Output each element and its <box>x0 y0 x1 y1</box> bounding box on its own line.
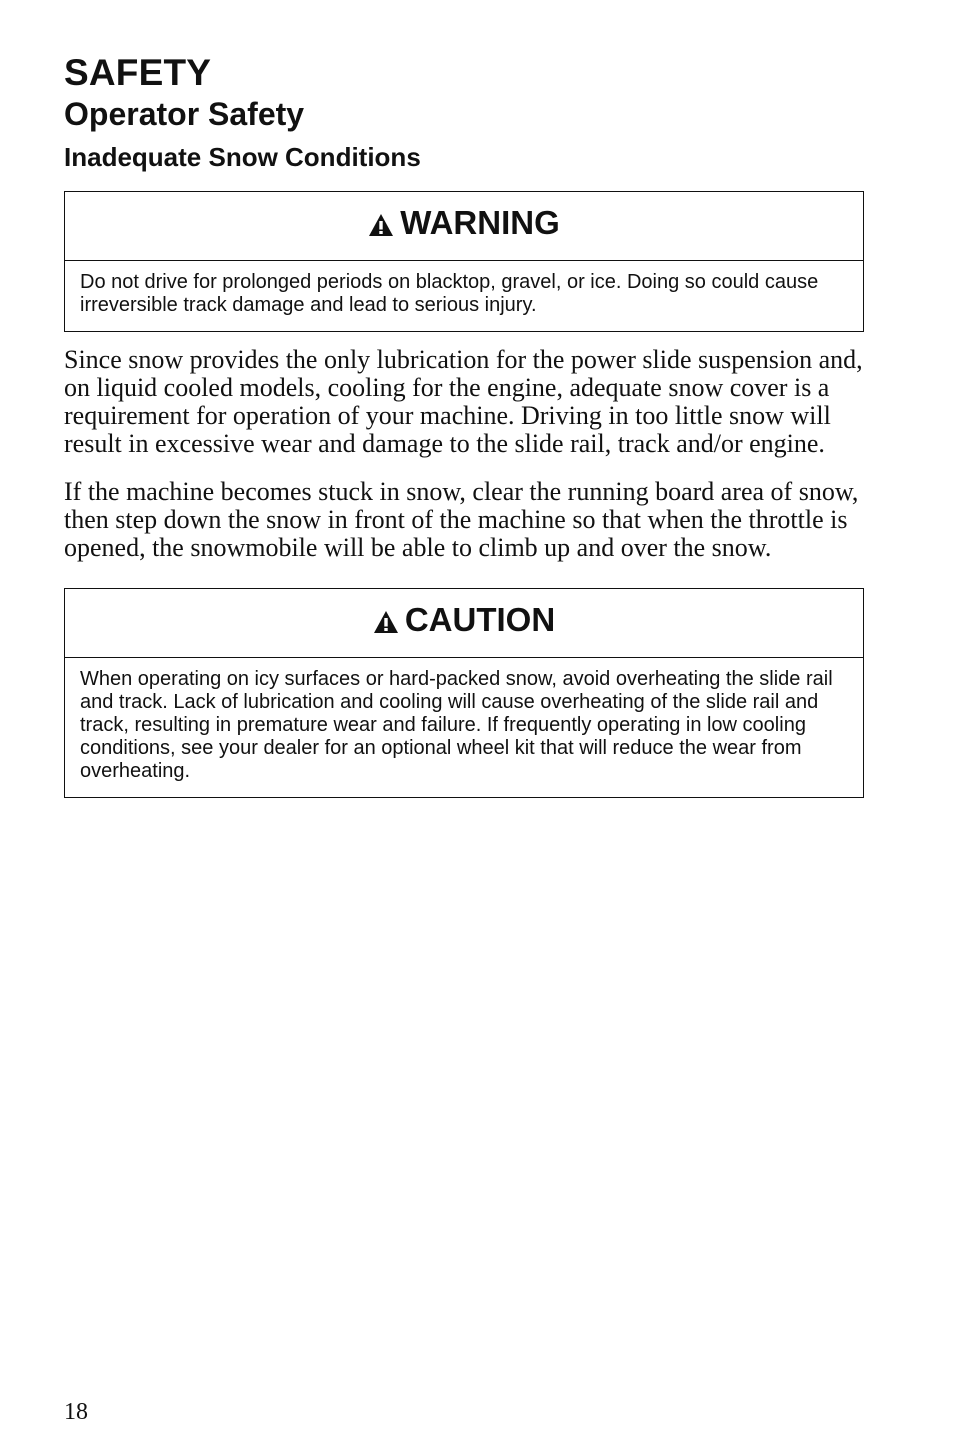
section-title: SAFETY <box>64 52 212 93</box>
caution-title: CAUTION <box>404 601 556 638</box>
caution-box <box>64 588 864 798</box>
caution-header <box>65 589 863 658</box>
subsection-title: Operator Safety <box>64 96 305 132</box>
paragraph-1: Since snow provides the only lubrication for the power slide suspension and, on liquid cooled models, cooling for the engine, adequate snow cover is a requirement for operation of your machine. Driving in too little snow will result in excessive wear and damage to the slide rail, track and/or engine. <box>64 345 863 458</box>
warning-box <box>64 191 864 332</box>
warning-header <box>65 192 863 261</box>
warning-text: Do not drive for prolonged periods on blacktop, gravel, or ice. Doing so could cause irreversible track damage and lead to serious injury. <box>80 271 819 316</box>
topic-title: Inadequate Snow Conditions <box>64 142 421 172</box>
paragraph-2: If the machine becomes stuck in snow, clear the running board area of snow, then step down the snow in front of the machine so that when the throttle is opened, the snowmobile will be able to climb up and over the snow. <box>64 477 859 562</box>
caution-text: When operating on icy surfaces or hard-packed snow, avoid overheating the slide rail and track. Lack of lubrication and cooling will cause overheating of the slide rail and track, resulting in premature wear and failure. If frequently operating in low cooling conditions, see your dealer for an optional wheel kit that will reduce the wear from overheating. <box>80 668 833 782</box>
warning-title: WARNING <box>400 204 560 241</box>
page-number: 18 <box>64 1399 88 1425</box>
warning-triangle-icon <box>373 592 399 654</box>
warning-triangle-icon <box>368 195 394 257</box>
page-content <box>64 50 864 798</box>
